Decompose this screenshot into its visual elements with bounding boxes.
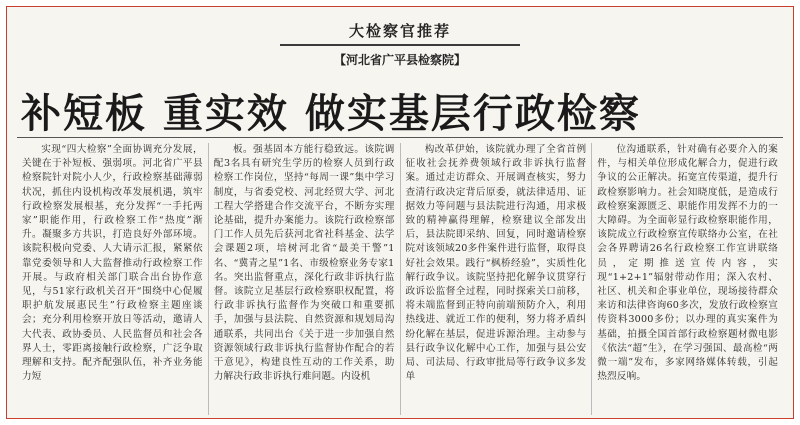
headline: 补短板 重实效 做实基层行政检察: [21, 91, 641, 137]
body-column-4: [592, 143, 783, 415]
body-column-3: [401, 143, 593, 415]
body-column-1: [17, 143, 209, 415]
kicker-divider: [280, 44, 520, 46]
headline-divider: [17, 137, 783, 138]
column-4-text: 位沟通联系，针对确有必要介入的案件，与相关单位形成化解合力，促进行政争议的公正解决。拓宽宣传渠道，提升行政检察影响力。社会知晓度低，是造成行政检察案源匮乏、职能作用发挥不力的一大障碍。为全面彰显行政检察职能作用，该院成立行政检察宣传联络办公室，在社会各界聘请26名行政检察工作宣讲联络员，定期推送宣传内容，实现“1+2+1”辐射带动作用；深入农村、社区、机关和企事业单位，现场接待群众来访和法律咨询60多次，发放行政检察宣传资料3000多份；以办理的真实案件为基础，拍摄全国首部行政检察题材微电影《依法“超”生》，在学习强国、最高检“两微一端”发布，多家网络媒体转载，引起热烈反响。: [597, 144, 778, 383]
column-kicker: 大检察官推荐: [348, 22, 451, 40]
column-3-text: 构改革伊始，该院就办理了全省首例征收社会抚养费领域行政非诉执行监督案。通过走访群众、开展调查核实，努力查清行政决定背后原委，就法律适用、证据效力等问题与县法院进行沟通，用求极致的精神赢得理解，检察建议全部发出后，县法院即采纳、回复，同时邀请检察院对该领域20多件案件进行监督，取得良好社会效果。践行“枫桥经验”，实质性化解行政争议。该院坚持把化解争议贯穿行政诉讼监督全过程，同时探索关口前移，将未端监督到正特向前端预防介入，利用热线进、就近工作的便利，努力将矛盾纠纷化解在基层，促进诉源治理。主动参与县行政争议化解中心工作，加强与县公安局、司法局、行政审批局等行政争议多发单: [405, 144, 587, 383]
body-columns: [17, 143, 783, 415]
column-2-text: 板。强基固本方能行稳致远。该院调配3名具有研究生学历的检察人员到行政检察工作岗位，坚持“每周一课”集中学习制度，与省委党校、河北经贸大学、河北工程大学搭建合作交流平台，不断夯实理论基础，提升办案能力。该院行政检察部门工作人员先后获河北省社科基金、法学会课题2项，培树河北省“最美干警”1名、“冀青之星”1名、市级检察业务专家1名。突出监督重点，深化行政非诉执行监督。该院立足基层行政检察职权配置，将行政非诉执行监督作为突破口和重要抓手，加强与县法院、自然资源和规划局沟通联系，共同出台《关于进一步加强自然资源领域行政非诉执行监督协作配合的若干意见》，构建良性互动的工作关系，助力解决行政非诉执行难问题。内设机: [213, 144, 395, 383]
article-frame: [6, 6, 794, 419]
body-column-2: [209, 143, 401, 415]
column-1-text: 实现“四大检察”全面协调充分发展，关键在于补短板、强弱项。河北省广平县检察院针对院小人少，行政检察基础薄弱状况，抓住内设机构改革发展机遇，筑牢行政检察发展根基，充分发挥“一手托两家”职能作用，行政检察工作“热度”渐升。凝聚多方共识，打造良好外部环境。该院积极向党委、人大请示汇报，紧紧依靠党委领导和人大监督推动行政检察工作开展。与政府相关部门联合出台协作意见，与51家行政机关召开“围绕中心促履职护航发展惠民生”行政检察主题座谈会；充分利用检察开放日等活动，邀请人大代表、政协委员、人民监督员和社会各界人士，零距离接触行政检察，广泛争取理解和支持。配齐配强队伍，补齐业务能力短: [22, 144, 203, 383]
source-label: 【河北省广平县检察院】: [333, 53, 466, 67]
